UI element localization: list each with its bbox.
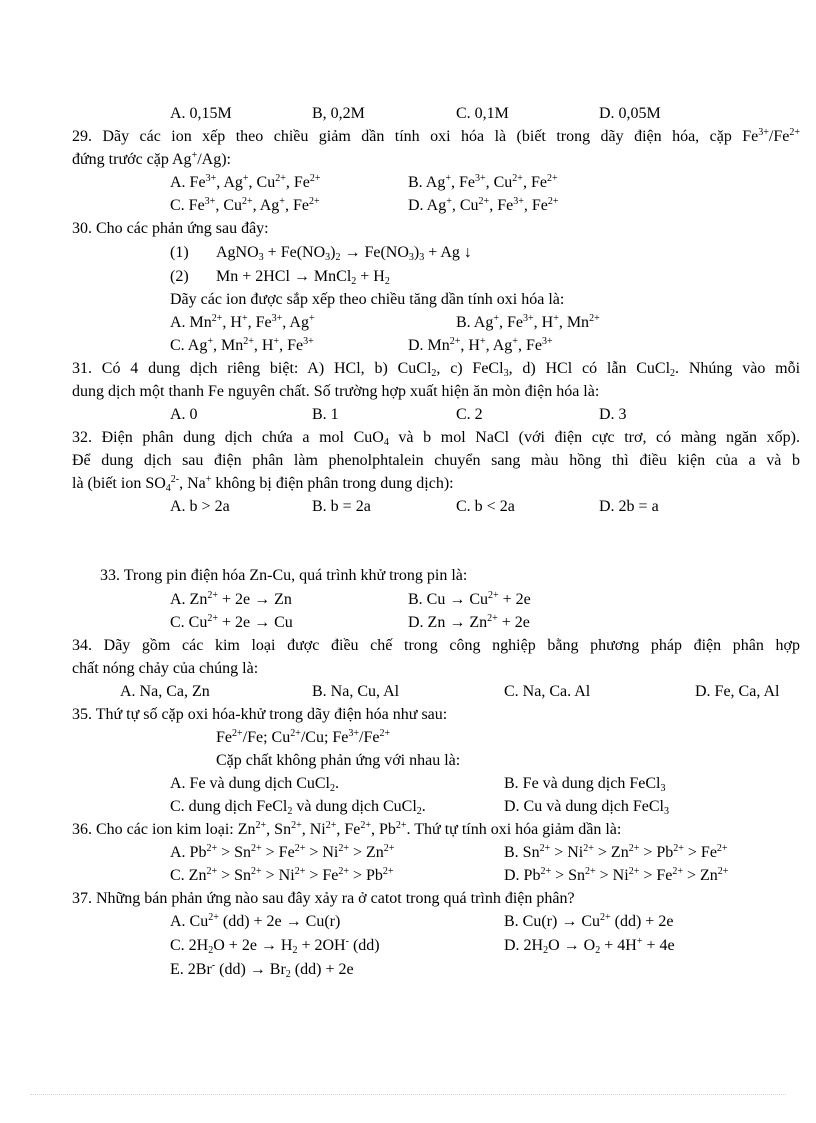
q35-option-a: A. Fe và dung dịch CuCl$_2$. <box>170 775 339 794</box>
q30-reaction2: Mn + 2HCl → MnCl$_2$ + $H_2$ <box>216 268 390 287</box>
q31-stem-line2: dung dịch một thanh Fe nguyên chất. Số trường hợp xuất hiện ăn mòn điện hóa là: <box>72 383 600 400</box>
q36-option-a: A. $Pb^{2+} > Sn^{2+} > Fe^{2+} > Ni^{2+} > Zn^{2+}$ <box>170 843 395 861</box>
q31-stem-line1: 31. Có 4 dung dịch riêng biệt: A) HCl, b) CuCl$_2$, c) FeCl$_3$, d) HCl có lẫn CuCl$_2$. Nhúng vào mỗi <box>72 360 801 379</box>
q29-option-b: B. Ag+, $Fe^{3+}$, $Cu^{2+}$, $Fe^{2+}$ <box>408 173 558 191</box>
q33-option-a: A. $Zn^{2+} + 2e \to Zn$ <box>170 590 292 608</box>
page-bottom-divider <box>30 1094 786 1095</box>
q32-option-a: A. b > 2a <box>170 498 230 515</box>
q34-option-a: A. Na, Ca, Zn <box>120 683 210 700</box>
q37-option-b: B. $Cu(r) \to Cu^{2+}$ (dd) + 2e <box>504 912 674 930</box>
q29-stem-line1: 29. Dãy các ion xếp theo chiều giảm dần tính oxi hóa là (biết trong dãy điện hóa, cặp $Fe^{3+}/Fe^{2+}$ <box>72 127 800 145</box>
q37-option-a: A. $Cu^{2+}$ (dd) + 2e → Cu(r) <box>170 912 341 930</box>
q32-option-d: D. 2b = a <box>599 498 659 515</box>
q30-option-c: C. Ag+, $Mn^{2+}$, H+, $Fe^{3+}$ <box>170 336 314 354</box>
q33-option-c: C. $Cu^{2+} + 2e \to Cu$ <box>170 613 293 631</box>
q29-option-d: D. Ag+, $Cu^{2+}$, $Fe^{3+}$, $Fe^{2+}$ <box>408 196 559 214</box>
q37-option-d: D. $2H_2O \to O_2 + 4H^+ + 4e$ <box>504 936 675 956</box>
q37-stem: 37. Những bán phản ứng nào sau đây xảy ra ở catot trong quá trình điện phân? <box>72 890 575 907</box>
q31-option-a: A. 0 <box>170 406 198 423</box>
q32-stem-line1: 32. Điện phân dung dịch chứa a mol CuO$_4$ và b mol NaCl (với điện cực trơ, có màng ngăn xốp). <box>72 429 800 448</box>
q30-question: Dãy các ion được sắp xếp theo chiều tăng dần tính oxi hóa là: <box>170 291 565 308</box>
q35-option-c: C. dung dịch FeCl$_2$ và dung dịch CuCl$_2$. <box>170 798 426 817</box>
q34-stem-line1: 34. Dãy gồm các kim loại được điều chế trong công nghiệp bằng phương pháp điện phân hợp <box>72 637 800 654</box>
q35-question: Cặp chất không phản ứng với nhau là: <box>216 752 461 769</box>
q28-option-d: D. 0,05M <box>599 105 661 122</box>
q30-stem: 30. Cho các phản ứng sau đây: <box>72 220 269 237</box>
q37-option-c: C. $2H_2O + 2e \to H_2 + 2OH^-$ (dd) <box>170 936 380 956</box>
q34-stem-line2: chất nóng chảy của chúng là: <box>72 660 259 677</box>
q32-option-b: B. b = 2a <box>312 498 371 515</box>
q32-stem-line2: Để dung dịch sau điện phân làm phenolphtalein chuyển sang màu hồng thì điều kiện của a và b <box>72 452 800 469</box>
q35-option-d: D. Cu và dung dịch FeCl$_3$ <box>504 798 669 817</box>
q30-option-d: D. $Mn^{2+}$, H+, Ag+, $Fe^{3+}$ <box>408 336 553 354</box>
q28-option-b: B, 0,2M <box>312 105 365 122</box>
q34-option-c: C. Na, Ca. Al <box>504 683 591 700</box>
q33-option-b: B. $Cu \to Cu^{2+} + 2e$ <box>408 590 531 608</box>
q30-reaction2-number: (2) <box>170 268 189 285</box>
q28-option-a: A. 0,15M <box>170 105 232 122</box>
q30-option-a: A. $Mn^{2+}$, H+, $Fe^{3+}$, Ag+ <box>170 313 315 331</box>
q36-option-b: B. $Sn^{2+} > Ni^{2+} > Zn^{2+} > Pb^{2+} > Fe^{2+}$ <box>504 843 728 861</box>
q31-option-c: C. 2 <box>456 406 483 423</box>
q33-stem: 33. Trong pin điện hóa Zn-Cu, quá trình khử trong pin là: <box>100 567 468 584</box>
q32-option-c: C. b < 2a <box>456 498 515 515</box>
q34-option-d: D. Fe, Ca, Al <box>695 683 780 700</box>
q32-stem-line3: là (biết ion $SO_4^{2-}$, Na+ không bị điện phân trong dung dịch): <box>72 474 454 494</box>
q31-option-b: B. 1 <box>312 406 339 423</box>
q36-option-c: C. $Zn^{2+} > Sn^{2+} > Ni^{2+} > Fe^{2+} > Pb^{2+}$ <box>170 866 394 884</box>
q30-reaction1-number: (1) <box>170 244 189 261</box>
q31-option-d: D. 3 <box>599 406 627 423</box>
q33-option-d: D. $Zn \to Zn^{2+} + 2e$ <box>408 613 530 631</box>
q34-option-b: B. Na, Cu, Al <box>312 683 400 700</box>
q30-reaction1: AgNO$_3$ + $Fe(NO_3)_2 \to Fe(NO_3)_3 + Ag$ ↓ <box>216 244 472 263</box>
q36-option-d: D. $Pb^{2+} > Sn^{2+} > Ni^{2+} > Fe^{2+} > Zn^{2+}$ <box>504 866 729 884</box>
q29-stem-line2: đứng trước cặp Ag+/Ag): <box>72 150 231 168</box>
q37-option-e: E. 2Br- $(dd) \to Br_2$ (dd) + 2e <box>170 960 354 980</box>
q35-option-b: B. Fe và dung dịch FeCl$_3$ <box>504 775 666 794</box>
q30-option-b: B. Ag+, $Fe^{3+}$, H+, $Mn^{2+}$ <box>456 313 600 331</box>
q29-option-a: A. $Fe^{3+}$, Ag+, $Cu^{2+}$, $Fe^{2+}$ <box>170 173 321 191</box>
q28-option-c: C. 0,1M <box>456 105 509 122</box>
q36-stem: 36. Cho các ion kim loại: $Zn^{2+}$, $Sn^{2+}$, $Ni^{2+}$, $Fe^{2+}$, $Pb^{2+}$. Thứ tự tính oxi hóa giảm dần là: <box>72 820 622 838</box>
q35-stem: 35. Thứ tự số cặp oxi hóa-khử trong dãy điện hóa như sau: <box>72 706 448 723</box>
q29-option-c: C. $Fe^{3+}$, $Cu^{2+}$, Ag+, $Fe^{2+}$ <box>170 196 320 214</box>
q35-pairs: $Fe^{2+}/Fe$; $Cu^{2+}/Cu$; $Fe^{3+}/Fe^{2+}$ <box>216 728 391 746</box>
